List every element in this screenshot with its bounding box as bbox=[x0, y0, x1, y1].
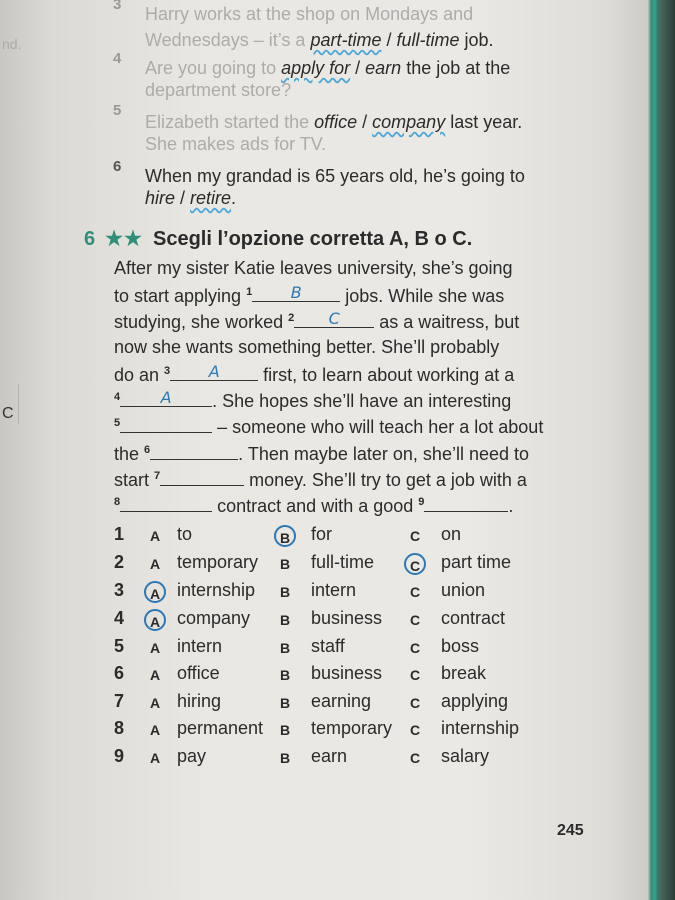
option-text-a: internship bbox=[177, 580, 256, 600]
prev-item-6-line2: hire / retire. bbox=[145, 188, 237, 208]
option-text-b: staff bbox=[311, 636, 345, 656]
option-letter-b[interactable]: B bbox=[279, 750, 291, 766]
option-letter-b[interactable]: B bbox=[279, 556, 291, 572]
passage-line: now she wants something better. She’ll probably bbox=[114, 337, 500, 357]
option-number: 8 bbox=[114, 718, 125, 738]
option-text-b: full-time bbox=[311, 552, 375, 572]
passage-line: to start applying $^1$ B jobs. While she was bbox=[114, 283, 505, 306]
passage-line: $^5$ – someone who will teach her a lot about bbox=[114, 417, 544, 437]
margin-faded-text: nd. bbox=[2, 36, 22, 52]
option-text-c: internship bbox=[441, 718, 520, 738]
exercise-instruction: Scegli l’opzione corretta A, B o C. bbox=[152, 228, 473, 250]
prev-item-3-line2: Wednesdays – it’s a part-time / full-time job. bbox=[145, 30, 494, 50]
option-text-b: temporary bbox=[311, 718, 393, 738]
option-letter-a[interactable]: A bbox=[144, 609, 166, 631]
option-letter-c[interactable]: C bbox=[409, 640, 421, 656]
option-text-a: office bbox=[177, 663, 220, 683]
answer-blank-6[interactable] bbox=[150, 442, 238, 460]
option-number: 3 bbox=[114, 580, 125, 600]
answer-blank-7[interactable] bbox=[160, 468, 244, 486]
option-number: 7 bbox=[114, 691, 125, 711]
book-edge bbox=[658, 0, 675, 900]
option-text-a: pay bbox=[177, 746, 207, 766]
page-number: 245 bbox=[557, 822, 584, 839]
prev-item-4-line1: Are you going to apply for / earn the job at the bbox=[145, 58, 511, 78]
option-letter-c[interactable]: C bbox=[409, 584, 421, 600]
option-letter-a[interactable]: A bbox=[149, 528, 161, 544]
option-letter-b[interactable]: B bbox=[279, 640, 291, 656]
option-text-a: company bbox=[177, 608, 251, 628]
difficulty-stars: ★★ bbox=[105, 228, 143, 250]
option-text-c: contract bbox=[441, 608, 506, 628]
option-text-c: part time bbox=[441, 552, 512, 572]
option-text-c: on bbox=[441, 524, 462, 544]
margin-letter: C bbox=[2, 405, 14, 422]
answer-blank-9[interactable] bbox=[424, 494, 508, 512]
option-text-a: to bbox=[177, 524, 193, 544]
item-number: 4 bbox=[113, 50, 122, 67]
option-letter-a[interactable]: A bbox=[149, 695, 161, 711]
option-letter-a[interactable]: A bbox=[149, 722, 161, 738]
option-number: 2 bbox=[114, 552, 125, 572]
answer-blank-1[interactable]: B bbox=[252, 284, 340, 302]
answer-blank-5[interactable] bbox=[120, 415, 212, 433]
option-letter-a[interactable]: A bbox=[149, 556, 161, 572]
passage-line: the $^6$ . Then maybe later on, she’ll need to bbox=[114, 444, 530, 464]
option-text-a: intern bbox=[177, 636, 223, 656]
option-text-b: intern bbox=[311, 580, 357, 600]
option-letter-a[interactable]: A bbox=[149, 640, 161, 656]
option-text-b: business bbox=[311, 608, 383, 628]
option-number: 5 bbox=[114, 636, 125, 656]
option-letter-c[interactable]: C bbox=[409, 722, 421, 738]
exercise-heading bbox=[84, 226, 472, 251]
option-text-a: permanent bbox=[177, 718, 264, 738]
option-text-a: hiring bbox=[177, 691, 222, 711]
page-color-stripe bbox=[648, 0, 658, 900]
option-letter-b[interactable]: B bbox=[279, 722, 291, 738]
option-text-c: break bbox=[441, 663, 487, 683]
option-letter-b[interactable]: B bbox=[274, 525, 296, 547]
option-letter-a[interactable]: A bbox=[149, 750, 161, 766]
option-letter-c[interactable]: C bbox=[409, 612, 421, 628]
option-letter-b[interactable]: B bbox=[279, 667, 291, 683]
option-letter-c[interactable]: C bbox=[409, 667, 421, 683]
answer-blank-8[interactable] bbox=[120, 494, 212, 512]
item-number: 6 bbox=[113, 158, 122, 175]
prev-item-4-line2: department store? bbox=[145, 80, 292, 100]
item-number: 5 bbox=[113, 102, 122, 119]
prev-item-3-line1: Harry works at the shop on Mondays and bbox=[145, 4, 474, 24]
option-number: 9 bbox=[114, 746, 125, 766]
passage-line: studying, she worked $^2$ C as a waitress, but bbox=[114, 309, 520, 332]
passage-line: $^8$ contract and with a good $^9$ . bbox=[114, 496, 514, 516]
passage-line: After my sister Katie leaves university, she’s going bbox=[114, 258, 513, 278]
prev-item-5-line1: Elizabeth started the office / company last year. bbox=[145, 112, 523, 132]
option-letter-c[interactable]: C bbox=[409, 750, 421, 766]
option-letter-a[interactable]: A bbox=[149, 667, 161, 683]
item-number: 3 bbox=[113, 0, 122, 13]
option-letter-a[interactable]: A bbox=[144, 581, 166, 603]
option-letter-c[interactable]: C bbox=[409, 695, 421, 711]
exercise-number: 6 bbox=[84, 228, 96, 250]
answer-blank-4[interactable]: A bbox=[120, 389, 212, 407]
passage-line: $^4$ A . She hopes she’ll have an interesting bbox=[114, 388, 512, 411]
option-text-b: business bbox=[311, 663, 383, 683]
option-number: 1 bbox=[114, 524, 125, 544]
option-letter-b[interactable]: B bbox=[279, 584, 291, 600]
prev-item-6-line1: When my grandad is 65 years old, he’s going to bbox=[145, 166, 525, 186]
option-text-b: earning bbox=[311, 691, 372, 711]
option-text-a: temporary bbox=[177, 552, 259, 572]
option-text-b: for bbox=[311, 524, 333, 544]
option-text-c: boss bbox=[441, 636, 480, 656]
option-text-b: earn bbox=[311, 746, 348, 766]
option-letter-c[interactable]: C bbox=[404, 553, 426, 575]
passage-line: do an $^3$ A first, to learn about working at a bbox=[114, 362, 515, 385]
answer-blank-2[interactable]: C bbox=[294, 310, 374, 328]
option-number: 6 bbox=[114, 663, 125, 683]
passage-line: start $^7$ money. She’ll try to get a job with a bbox=[114, 470, 527, 490]
answer-blank-3[interactable]: A bbox=[170, 363, 258, 381]
option-text-c: applying bbox=[441, 691, 509, 711]
option-letter-c[interactable]: C bbox=[409, 528, 421, 544]
prev-item-5-line2: She makes ads for TV. bbox=[145, 134, 327, 154]
option-text-c: union bbox=[441, 580, 486, 600]
option-text-c: salary bbox=[441, 746, 490, 766]
option-letter-b[interactable]: B bbox=[279, 695, 291, 711]
option-number: 4 bbox=[114, 608, 125, 628]
option-letter-b[interactable]: B bbox=[279, 612, 291, 628]
